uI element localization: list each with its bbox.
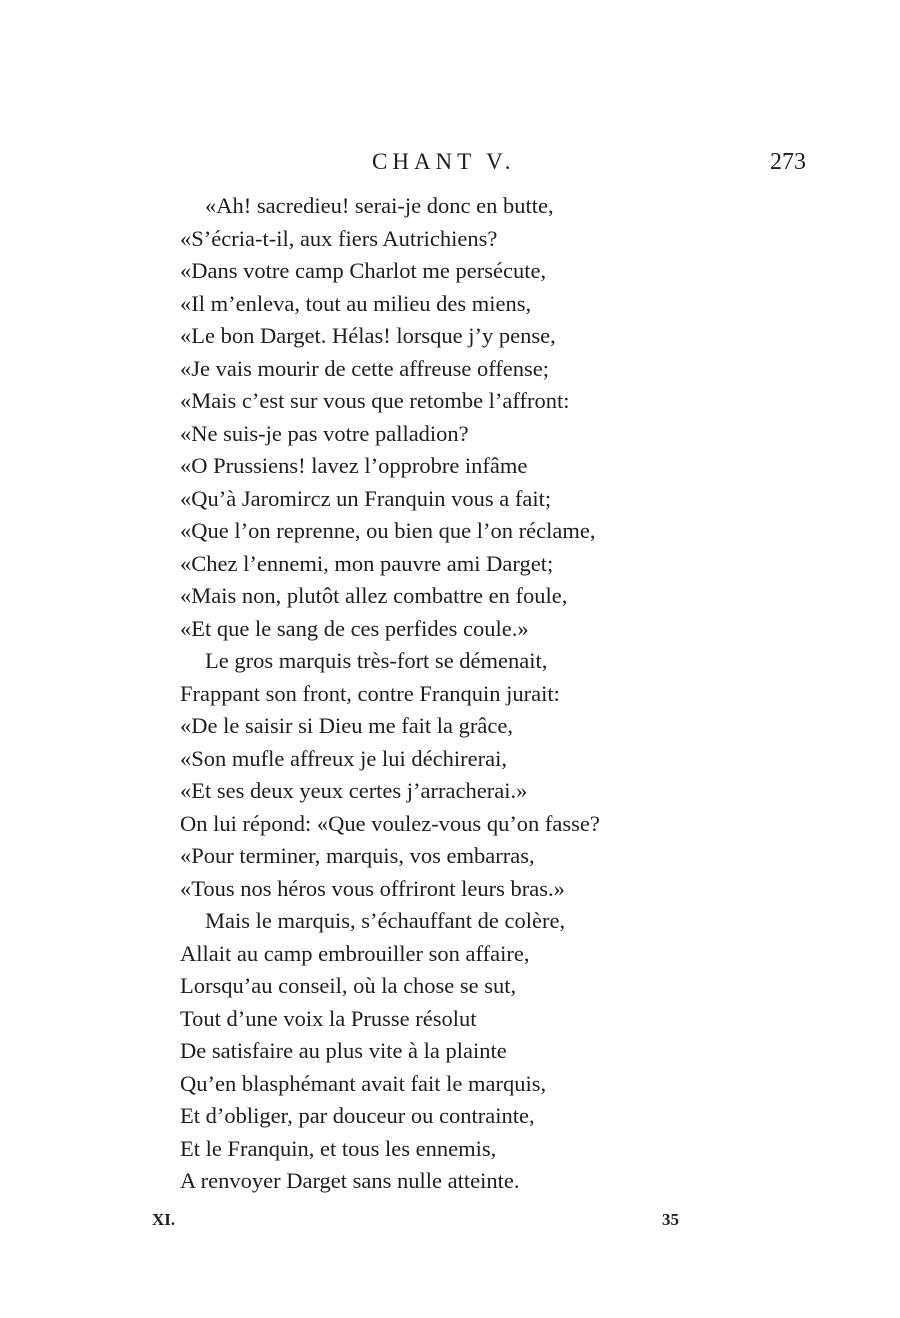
- verse-line: «Ah! sacredieu! serai-je donc en butte,: [205, 193, 554, 218]
- verse-line: De satisfaire au plus vite à la plainte: [180, 1038, 507, 1063]
- verse-line: «Chez l’ennemi, mon pauvre ami Darget;: [180, 550, 554, 576]
- verse-line: «Dans votre camp Charlot me persécute,: [180, 258, 547, 283]
- verse-line: «Mais non, plutôt allez combattre en foule,: [180, 583, 568, 608]
- verse-line: Allait au camp embrouiller son affaire,: [180, 940, 530, 966]
- verse-line: «Le bon Darget. Hélas! lorsque j’y pense,: [180, 323, 556, 348]
- verse-line: On lui répond: «Que voulez-vous qu’on fasse?: [180, 810, 600, 836]
- verse-line: Et le Franquin, et tous les ennemis,: [180, 1135, 497, 1161]
- verse-line: A renvoyer Darget sans nulle atteinte.: [180, 1168, 520, 1193]
- verse-line: «Que l’on reprenne, ou bien que l’on réclame,: [180, 518, 596, 543]
- verse-line: «O Prussiens! lavez l’opprobre infâme: [180, 453, 528, 478]
- verse-line: «S’écria-t-il, aux fiers Autrichiens?: [180, 225, 498, 251]
- verse-line: «Et que le sang de ces perfides coule.»: [180, 615, 529, 641]
- running-head: [0, 146, 900, 178]
- verse-line: «Je vais mourir de cette affreuse offense;: [180, 355, 550, 381]
- verse-line: Le gros marquis très-fort se démenait,: [205, 648, 548, 673]
- verse-line: «Qu’à Jaromircz un Franquin vous a fait;: [180, 485, 552, 511]
- volume-mark: XI.: [152, 1210, 176, 1229]
- verse-line: Qu’en blasphémant avait fait le marquis,: [180, 1070, 547, 1096]
- verse-line: Lorsqu’au conseil, où la chose se sut,: [180, 973, 517, 998]
- verse-line: «Pour terminer, marquis, vos embarras,: [180, 843, 535, 868]
- poem-verses: [0, 190, 900, 1198]
- verse-line: «Tous nos héros vous offriront leurs bras.»: [180, 875, 565, 901]
- verse-line: Mais le marquis, s’échauffant de colère,: [205, 908, 566, 933]
- verse-line: «Mais c’est sur vous que retombe l’affront:: [180, 388, 570, 413]
- page-footer: [0, 1205, 900, 1235]
- verse-line: «Il m’enleva, tout au milieu des miens,: [180, 290, 532, 316]
- signature-mark: 35: [662, 1210, 679, 1229]
- chapter-title: CHANT V.: [372, 149, 516, 174]
- verse-line: Et d’obliger, par douceur ou contrainte,: [180, 1103, 535, 1128]
- verse-line: Tout d’une voix la Prusse résolut: [180, 1005, 477, 1031]
- verse-line: «Son mufle affreux je lui déchirerai,: [180, 745, 507, 771]
- verse-line: Frappant son front, contre Franquin jurait:: [180, 680, 560, 706]
- verse-line: «Ne suis-je pas votre palladion?: [180, 420, 469, 446]
- verse-line: «De le saisir si Dieu me fait la grâce,: [180, 713, 513, 738]
- page-number: 273: [770, 149, 806, 175]
- verse-line: «Et ses deux yeux certes j’arracherai.»: [180, 778, 528, 803]
